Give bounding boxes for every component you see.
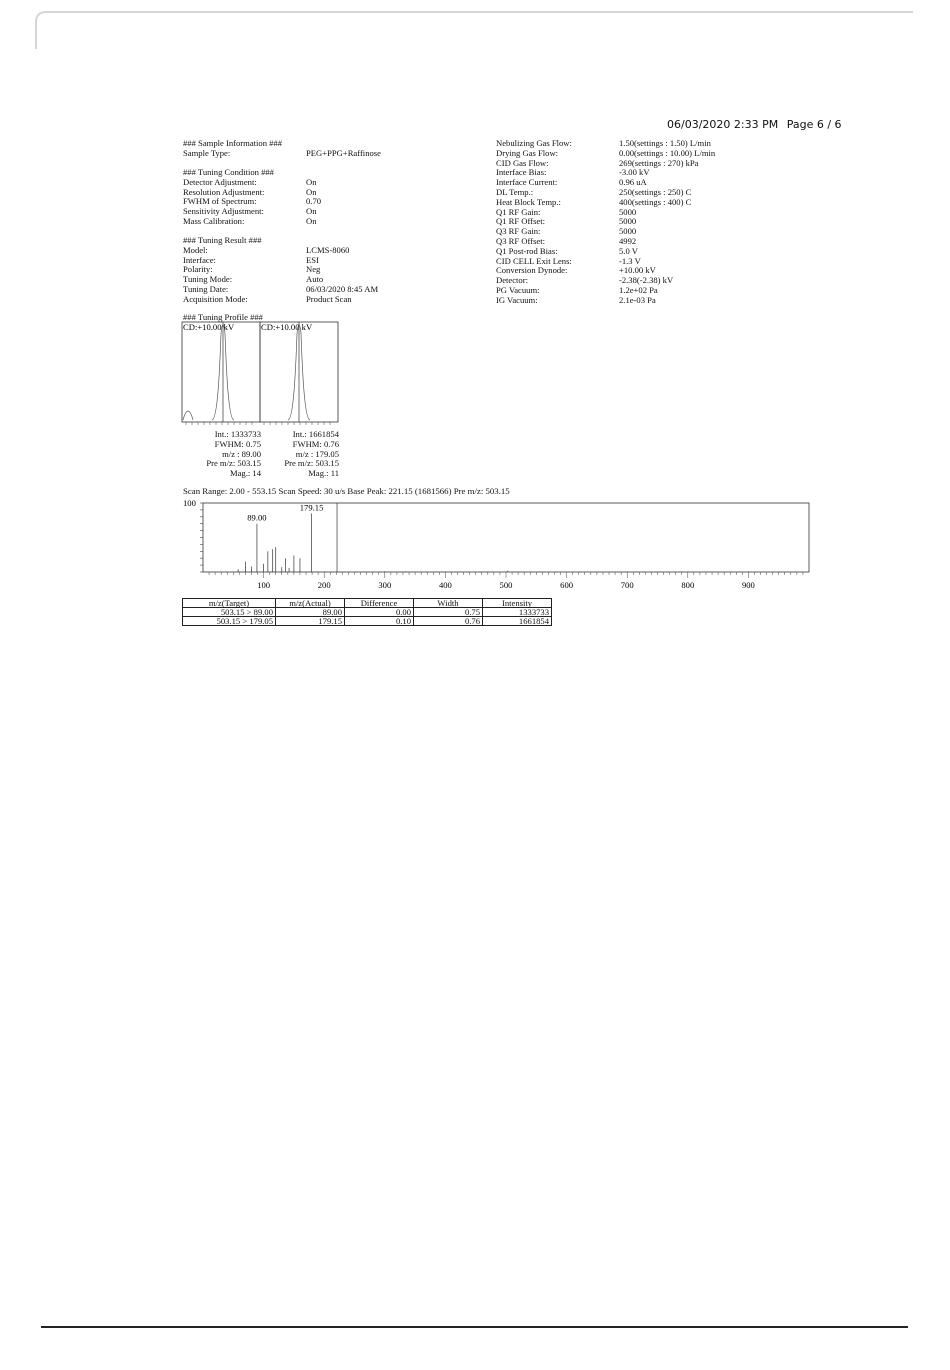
info-row: Detector Adjustment: On [183, 176, 317, 187]
sample-info-heading: ### Sample Information ### [183, 138, 283, 148]
column-header: m/z(Actual) [276, 599, 345, 608]
instrument-row: Q1 RF Gain: 5000 [496, 206, 637, 217]
results-table [182, 598, 552, 626]
tuning-profile-plots [180, 320, 345, 430]
profile-stats-2 [261, 430, 339, 479]
profile-fwhm: FWHM: 0.75 [214, 438, 261, 449]
info-row: FWHM of Spectrum: 0.70 [183, 196, 322, 207]
x-tick-label: 300 [378, 580, 392, 590]
table-cell: 89.00 [276, 608, 345, 617]
profile-panel-2 [260, 322, 338, 425]
x-tick-label: 700 [620, 580, 634, 590]
profile-mag: Mag.: 11 [308, 468, 339, 479]
info-row: Tuning Date: 06/03/2020 8:45 AM [183, 283, 379, 294]
sample-info-section [183, 139, 483, 159]
instrument-row: Detector: -2.38(-2.38) kV [496, 275, 674, 286]
tuning-condition-section [183, 168, 483, 227]
info-row: Mass Calibration: On [183, 215, 317, 226]
peak-label: 89.00 [247, 512, 267, 523]
page-header [667, 118, 847, 131]
table-cell: 503.15 > 89.00 [183, 608, 276, 617]
table-cell: 179.15 [276, 617, 345, 626]
profile-cd-label: CD:+10.00 kV [261, 322, 313, 332]
profile-mz: m/z : 179.05 [295, 448, 339, 459]
tuning-profile-heading: ### Tuning Profile ### [183, 312, 263, 322]
info-row: Polarity: Neg [183, 264, 321, 275]
table-row [183, 617, 552, 626]
profile-stats-1 [183, 430, 261, 479]
tuning-result-section [183, 236, 483, 305]
info-row: Resolution Adjustment: On [183, 186, 317, 197]
x-tick-label: 400 [438, 580, 452, 590]
instrument-row: Q1 RF Offset: 5000 [496, 216, 637, 227]
tuning-result-heading: ### Tuning Result ### [183, 235, 262, 245]
tuning-condition-heading: ### Tuning Condition ### [183, 167, 274, 177]
instrument-row: Drying Gas Flow: 0.00(settings : 10.00) L/min [496, 147, 716, 158]
table-cell: 0.00 [345, 608, 414, 617]
instrument-row: Q3 RF Gain: 5000 [496, 226, 637, 237]
instrument-row: Heat Block Temp.: 400(settings : 400) C [496, 196, 692, 207]
column-header: Difference [345, 599, 414, 608]
instrument-row: IG Vacuum: 2.1e-03 Pa [496, 294, 656, 305]
table-cell: 503.15 > 179.05 [183, 617, 276, 626]
instrument-row: Interface Bias: -3.00 kV [496, 167, 650, 178]
info-row: Sample Type: PEG+PPG+Raffinose [183, 147, 381, 158]
table-cell: 0.75 [414, 608, 483, 617]
x-tick-label: 200 [317, 580, 331, 590]
x-tick-label: 100 [257, 580, 271, 590]
profile-mz: m/z : 89.00 [222, 448, 261, 459]
instrument-row: Conversion Dynode: +10.00 kV [496, 265, 656, 276]
instrument-row: DL Temp.: 250(settings : 250) C [496, 186, 692, 197]
ms-spectrum-chart [180, 495, 815, 595]
column-header: Width [414, 599, 483, 608]
profile-panel-1 [182, 322, 260, 425]
info-row: Interface: ESI [183, 254, 319, 265]
x-tick-label: 500 [499, 580, 513, 590]
table-cell: 0.76 [414, 617, 483, 626]
column-header: Intensity [483, 599, 552, 608]
instrument-section [496, 139, 816, 306]
x-tick-label: 800 [681, 580, 695, 590]
instrument-row: Q1 Post-rod Bias: 5.0 V [496, 245, 638, 256]
y-tick-label: 100 [183, 498, 196, 508]
x-tick-label: 900 [741, 580, 755, 590]
info-row: Tuning Mode: Auto [183, 274, 324, 285]
info-row: Acquisition Mode: Product Scan [183, 293, 352, 304]
info-row: Model: LCMS-8060 [183, 244, 350, 255]
instrument-row: Q3 RF Offset: 4992 [496, 235, 637, 246]
profile-cd-label: CD:+10.00 kV [183, 322, 235, 332]
profile-int: Int.: 1661854 [292, 429, 339, 439]
viewer-frame-edge [35, 11, 913, 49]
page-number: Page 6 / 6 [786, 118, 842, 131]
profile-pre-mz: Pre m/z: 503.15 [284, 458, 339, 469]
instrument-row: Interface Current: 0.96 uA [496, 177, 647, 188]
table-cell: 1661854 [483, 617, 552, 626]
instrument-row: CID CELL Exit Lens: -1.3 V [496, 255, 641, 266]
instrument-row: PG Vacuum: 1.2e+02 Pa [496, 284, 658, 295]
profile-int: Int.: 1333733 [214, 429, 261, 439]
instrument-row: Nebulizing Gas Flow: 1.50(settings : 1.50) L/min [496, 138, 711, 148]
print-datetime: 06/03/2020 2:33 PM [667, 118, 779, 131]
peak-label: 179.15 [299, 502, 324, 513]
info-row: Sensitivity Adjustment: On [183, 206, 317, 217]
instrument-row: CID Gas Flow: 269(settings : 270) kPa [496, 157, 699, 168]
page-bottom-rule [41, 1326, 908, 1328]
scan-summary-line: Scan Range: 2.00 - 553.15 Scan Speed: 30 u/s Base Peak: 221.15 (1681566) Pre m/z: 503.15 [183, 486, 510, 496]
column-header: m/z(Target) [183, 599, 276, 608]
table-cell: 1333733 [483, 608, 552, 617]
x-tick-label: 600 [560, 580, 574, 590]
profile-pre-mz: Pre m/z: 503.15 [206, 458, 261, 469]
profile-fwhm: FWHM: 0.76 [292, 438, 339, 449]
profile-mag: Mag.: 14 [229, 468, 261, 479]
table-cell: 0.10 [345, 617, 414, 626]
